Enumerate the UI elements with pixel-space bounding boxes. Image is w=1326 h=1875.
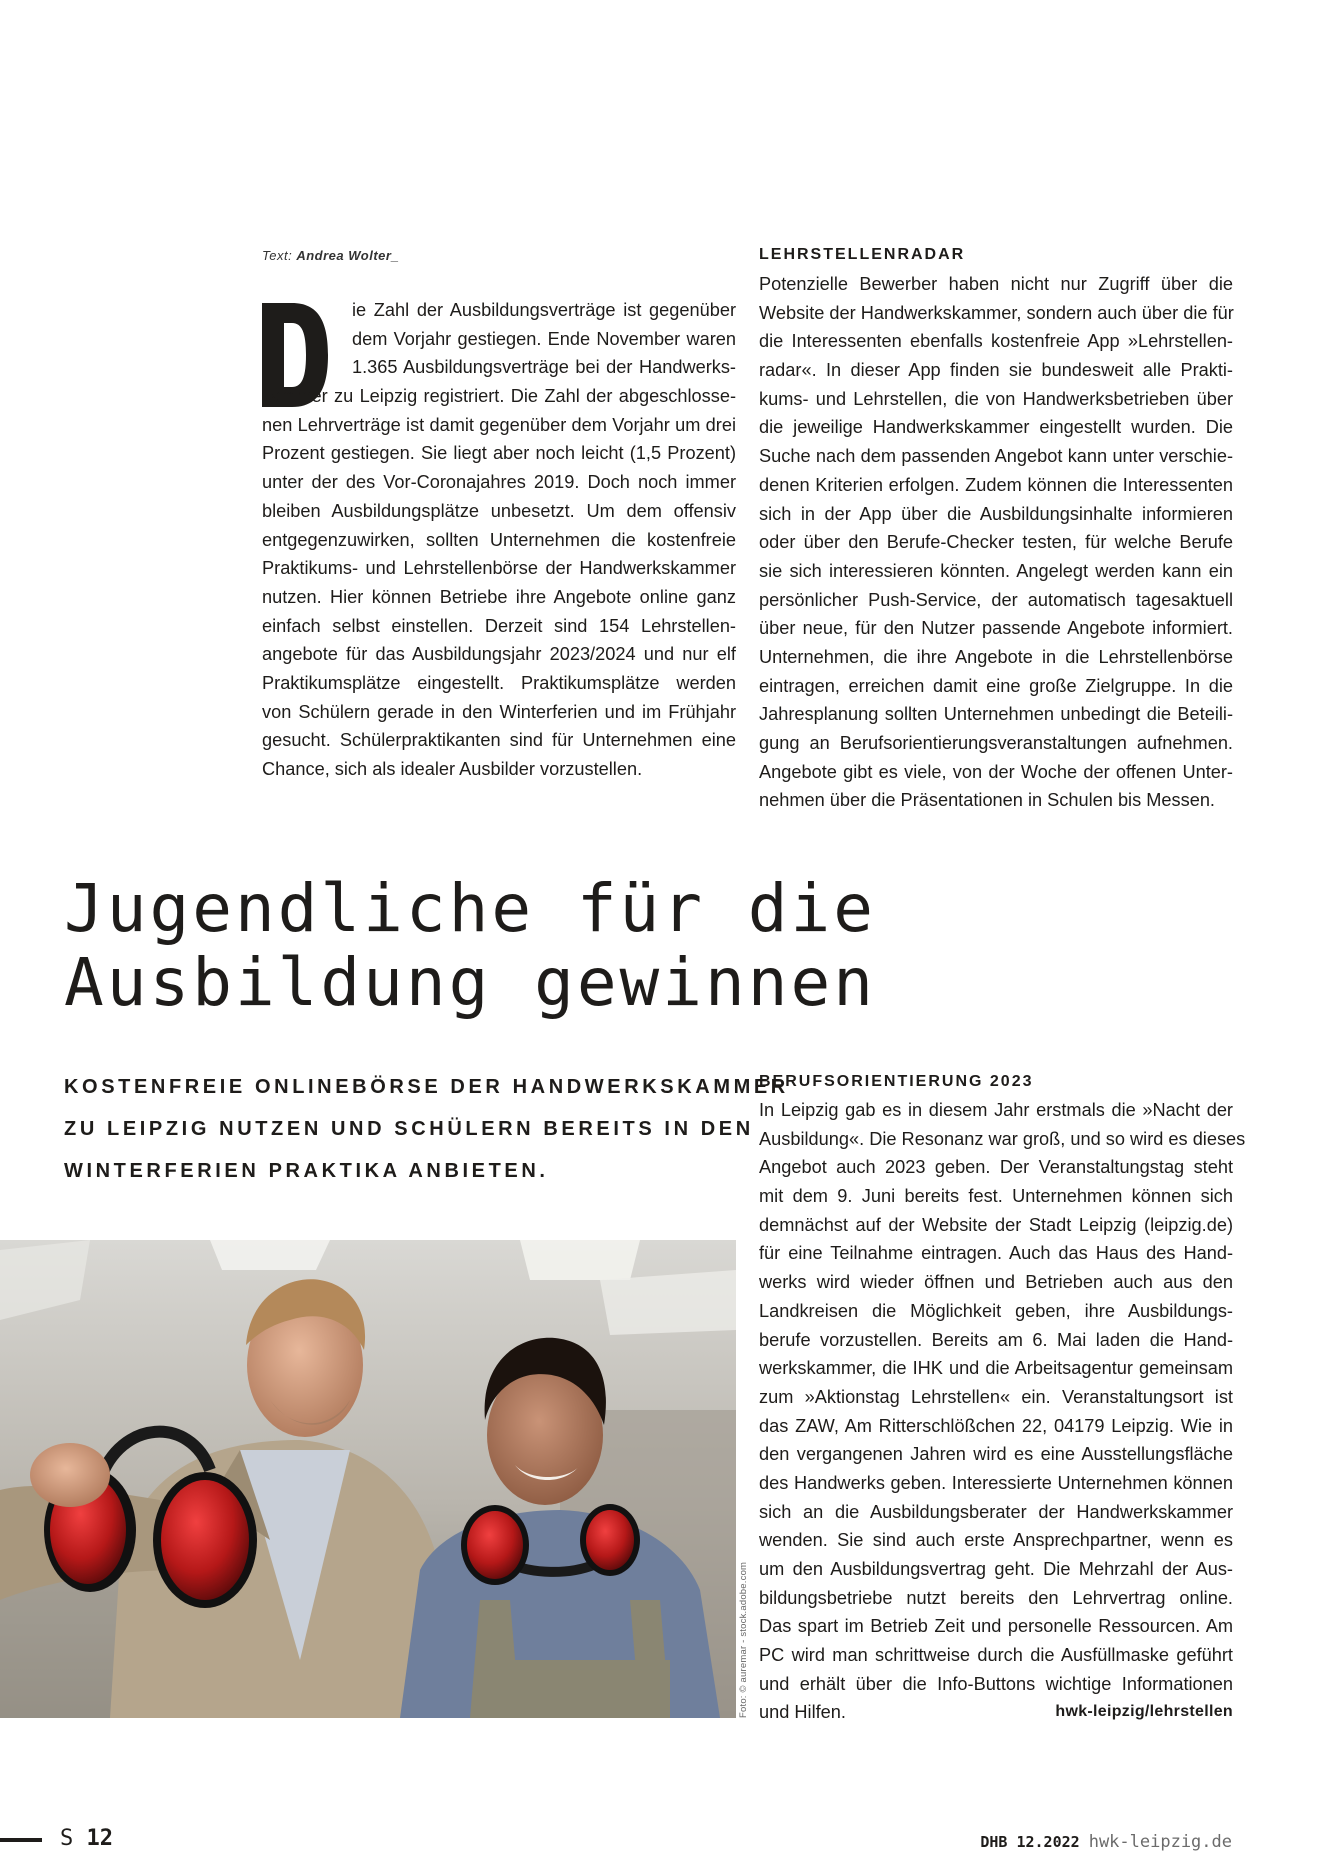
byline-author: Andrea Wolter_ <box>296 248 400 263</box>
teaser-line: KOSTENFREIE ONLINEBÖRSE DER HANDWERKSKAMMER <box>64 1076 789 1098</box>
text-line: das ZAW, Am Ritterschlößchen 22, 04179 Leipzig. Wie in <box>759 1415 1233 1436</box>
text-line: 1.365 Ausbildungsverträge bei der Handwerks- <box>352 357 736 378</box>
footer-rule <box>0 1838 42 1842</box>
text-line: dem Vorjahr gestiegen. Ende November waren <box>352 328 736 349</box>
text-line: nen Lehrverträge ist damit gegenüber dem Vorjahr um drei <box>262 414 736 435</box>
issue-info <box>980 1832 1232 1852</box>
text-line: Angebot auch 2023 geben. Der Veranstaltungstag steht <box>759 1157 1233 1178</box>
text-line: des Handwerks geben. Interessierte Unternehmen können <box>759 1472 1233 1493</box>
text-line: wenden. Sie sind auch erste Ansprechpartner, wenn es <box>759 1530 1233 1551</box>
text-line: einfach selbst einstellen. Derzeit sind 154 Lehrstellen- <box>262 615 736 636</box>
text-line: die jeweilige Handwerkskammer eingestellt wurden. Die <box>759 417 1233 438</box>
text-line: sie sich interessieren könnten. Angelegt werden kann ein <box>759 560 1233 581</box>
text-line: von Schülern gerade in den Winterferien und im Frühjahr <box>262 701 736 722</box>
issue-label: DHB 12.2022 <box>980 1833 1080 1851</box>
text-line: Das spart im Betrieb Zeit und personelle Ressourcen. Am <box>759 1616 1233 1637</box>
text-line: Praktikumsplätze eingestellt. Praktikumsplätze werden <box>262 672 736 693</box>
text-line: Unternehmen, die ihre Angebote in die Lehrstellenbörse <box>759 646 1233 667</box>
lehrstellenradar-heading: LEHRSTELLENRADAR <box>759 246 966 263</box>
text-line: denen Kriterien erfolgen. Zudem können die Interessenten <box>759 474 1233 495</box>
text-line: eintragen, erreichen damit eine große Zielgruppe. In die <box>759 675 1233 696</box>
article-photo <box>0 1240 736 1718</box>
text-line: werkskammer, die IHK und die Arbeitsagentur gemeinsam <box>759 1358 1233 1379</box>
berufsorientierung-paragraph <box>759 1096 1246 1727</box>
page-number-value: 12 <box>86 1826 113 1851</box>
text-line: demnächst auf der Website der Stadt Leipzig (leipzig.de) <box>759 1214 1233 1235</box>
text-line: nehmen über die Präsentationen in Schulen bis Messen. <box>759 790 1215 811</box>
page-number <box>60 1826 113 1851</box>
text-line: kammer zu Leipzig registriert. Die Zahl der abgeschlosse- <box>262 386 736 407</box>
text-line: um den Ausbildungsvertrag geht. Die Mehrzahl der Aus- <box>759 1559 1233 1579</box>
title-line: Jugendliche für die <box>64 870 876 947</box>
text-line: ie Zahl der Ausbildungsverträge ist gegenüber <box>352 300 736 320</box>
text-line: angebote für das Ausbildungsjahr 2023/2024 und nur elf <box>262 644 736 665</box>
berufsorientierung-heading: BERUFSORIENTIERUNG 2023 <box>759 1073 1034 1090</box>
text-line: Potenzielle Bewerber haben nicht nur Zugriff über die <box>759 274 1233 294</box>
text-line: werks wird wieder öffnen und Betrieben auch aus den <box>759 1272 1233 1293</box>
text-line: mit dem 9. Juni bereits fest. Unternehmen können sich <box>759 1186 1233 1207</box>
page-prefix: S <box>60 1826 74 1851</box>
text-line: und erhält über die Info-Buttons wichtige Informationen <box>759 1673 1233 1694</box>
text-line: über neue, für den Nutzer passende Angebote informiert. <box>759 618 1233 639</box>
text-line: radar«. In dieser App finden sie bundesweit alle Prakti- <box>759 360 1233 381</box>
text-line: gesucht. Schülerpraktikanten sind für Unternehmen eine <box>262 730 736 751</box>
text-line: Praktikums- und Lehrstellenbörse der Handwerkskammer <box>262 558 736 579</box>
text-line: Ausbildung«. Die Resonanz war groß, und so wird es dieses <box>759 1128 1246 1149</box>
text-line: Suche nach dem passenden Angebot kann unter verschie- <box>759 446 1233 467</box>
text-line: berufe vorzustellen. Bereits am 6. Mai laden die Hand- <box>759 1329 1233 1350</box>
text-line: für eine Teilnahme eintragen. Auch das Haus des Hand- <box>759 1243 1233 1264</box>
text-line: die Interessenten ebenfalls kostenfreie App »Lehrstellen- <box>759 331 1233 352</box>
text-line: Landkreisen die Möglichkeit geben, ihre Ausbildungs- <box>759 1300 1233 1321</box>
byline <box>262 248 399 263</box>
text-line <box>759 1698 1233 1727</box>
article-title <box>64 872 876 1020</box>
text-line: Chance, sich als idealer Ausbilder vorzustellen. <box>262 759 643 779</box>
text-line: kums- und Lehrstellen, die von Handwerksbetrieben über <box>759 388 1233 409</box>
text-line: Prozent gestiegen. Sie liegt aber noch leicht (1,5 Prozent) <box>262 443 736 464</box>
photo-credit: Foto: © auremar - stock.adobe.com <box>738 1561 749 1718</box>
text-line: persönlicher Push-Service, der automatisch tagesaktuell <box>759 589 1233 610</box>
text-line-end: und Hilfen. <box>759 1702 846 1723</box>
text-line: Angebote gibt es viele, von der Woche der offenen Unter- <box>759 761 1233 782</box>
intro-paragraph <box>262 296 736 784</box>
text-line: oder über den Berufe-Checker testen, für welche Berufe <box>759 532 1233 553</box>
lehrstellenradar-paragraph <box>759 270 1233 815</box>
text-line: sich in der App über die Ausbildungsinhalte informieren <box>759 503 1233 524</box>
text-line: bleiben Ausbildungsplätze unbesetzt. Um dem offensiv <box>262 500 736 521</box>
teaser <box>64 1066 789 1192</box>
text-line: bildungsbetriebe nutzt bereits den Lehrvertrag online. <box>759 1587 1233 1608</box>
text-line: gung an Berufsorientierungsveranstaltungen aufnehmen. <box>759 733 1233 753</box>
photo-illustration <box>0 1240 736 1718</box>
teaser-line: ZU LEIPZIG NUTZEN UND SCHÜLERN BEREITS IN DEN <box>64 1118 754 1140</box>
text-line: unter der des Vor-Coronajahres 2019. Doch noch immer <box>262 472 736 493</box>
text-line: In Leipzig gab es in diesem Jahr erstmals die »Nacht der <box>759 1100 1233 1120</box>
text-line: sich an die Ausbildungsberater der Handwerkskammer <box>759 1501 1233 1522</box>
dropcap-letter: D <box>295 373 296 374</box>
text-line: Jahresplanung sollten Unternehmen unbedingt die Beteili- <box>759 704 1233 725</box>
text-line: nutzen. Hier können Betriebe ihre Angebote online ganz <box>262 586 736 607</box>
text-line: PC wird man schrittweise durch die Ausfüllmaske geführt <box>759 1645 1233 1666</box>
teaser-line: WINTERFERIEN PRAKTIKA ANBIETEN. <box>64 1160 549 1182</box>
text-line: Website der Handwerkskammer, sondern auch über die für <box>759 302 1234 323</box>
byline-label: Text: <box>262 248 293 263</box>
text-line: zum »Aktionstag Lehrstellen« ein. Veranstaltungsort ist <box>759 1386 1233 1407</box>
title-line: Ausbildung gewinnen <box>64 944 876 1021</box>
text-line: den vergangenen Jahren wird es eine Ausstellungsfläche <box>759 1444 1233 1465</box>
text-line: entgegenzuwirken, sollten Unternehmen die kostenfreie <box>262 529 736 550</box>
lehrstellen-link[interactable]: hwk-leipzig/lehrstellen <box>1055 1703 1233 1721</box>
site-url[interactable]: hwk-leipzig.de <box>1088 1832 1232 1852</box>
